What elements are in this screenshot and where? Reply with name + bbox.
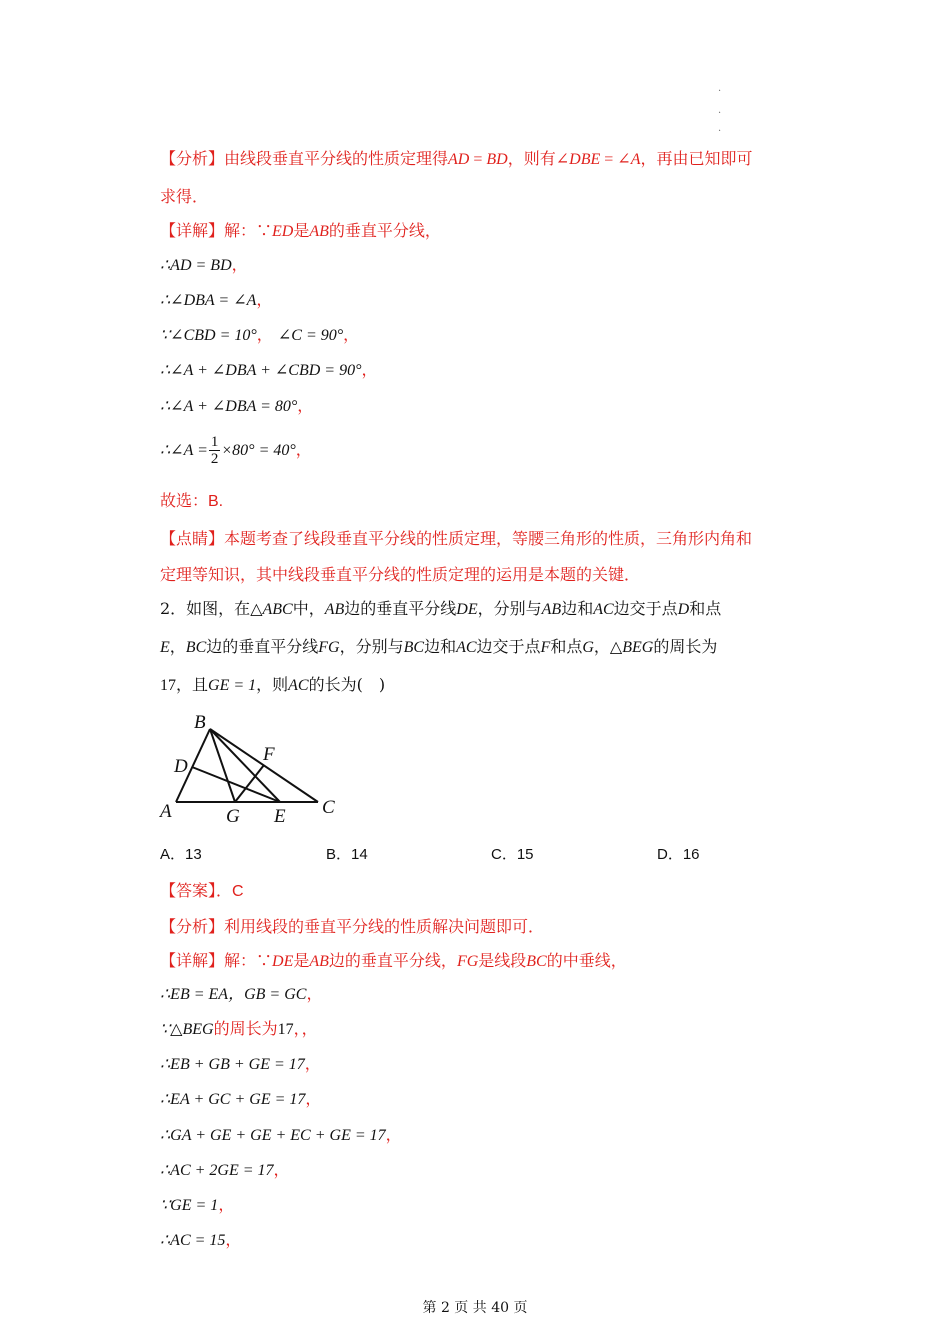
math: ∵∠CBD = 10°	[160, 327, 257, 344]
math: =	[469, 151, 487, 168]
option-a[interactable]: A．13	[160, 846, 202, 863]
detail-label: 【详解】	[160, 951, 225, 970]
detail-line	[160, 220, 441, 243]
text: ，	[225, 1230, 242, 1249]
math: FG	[456, 953, 479, 970]
math: ∴AC + 2GE = 17	[160, 1162, 274, 1179]
review-line-2: 定理等知识，其中线段垂直平分线的性质定理的运用是本题的关键．	[160, 565, 641, 584]
step	[160, 359, 378, 382]
math: ∴∠A =	[160, 442, 208, 459]
decor-dot: ·	[718, 86, 722, 97]
text: ，	[273, 1160, 290, 1179]
math: ∴∠DBA = ∠A	[160, 292, 257, 309]
step	[160, 324, 359, 347]
text: ，再由已知即可	[640, 149, 753, 168]
question-line-1	[160, 598, 721, 621]
math: ∴AC = 15	[160, 1232, 226, 1249]
text: ，则	[256, 675, 289, 694]
math: BC	[403, 639, 425, 656]
math: ∴AD = BD	[160, 257, 232, 274]
math: ∵△BEG	[160, 1021, 214, 1038]
text: ，分别与	[339, 637, 404, 656]
text: 边的垂直平分线，	[328, 951, 457, 970]
segment-be	[210, 729, 280, 802]
text: 解：∵	[224, 221, 273, 240]
text: 边的垂直平分线	[206, 637, 319, 656]
text: ，分别与	[477, 599, 542, 618]
math: F	[540, 639, 551, 656]
math: ∠A	[617, 151, 641, 168]
step	[160, 395, 313, 418]
answer-line	[160, 880, 244, 903]
math: △BEG	[609, 639, 654, 656]
math: ED	[272, 223, 294, 240]
text: ，	[256, 325, 273, 344]
label-d: D	[174, 756, 188, 777]
math: ∴EB + GB + GE = 17	[160, 1056, 305, 1073]
text: 的垂直平分线，	[328, 221, 441, 240]
review-label: 【点睛】	[160, 529, 225, 548]
text: 由线段垂直平分线的性质定理得	[224, 149, 449, 168]
label-g: G	[226, 806, 240, 827]
question-line-2	[160, 636, 717, 659]
denominator: 2	[210, 451, 219, 467]
math: ∠C = 90°	[277, 327, 344, 344]
option-b[interactable]: B．14	[326, 846, 368, 863]
text: 是	[293, 221, 310, 240]
step	[160, 1053, 321, 1076]
label-e: E	[274, 806, 286, 827]
math: ∴∠A + ∠DBA = 80°	[160, 398, 298, 415]
text: 边的垂直平分线	[344, 599, 457, 618]
text: 的周长为	[213, 1019, 278, 1038]
math: AD	[448, 151, 470, 168]
math: E	[160, 639, 170, 656]
decor-dot: ·	[718, 108, 722, 119]
step	[160, 1229, 241, 1252]
analysis-line: 【分析】由线段垂直平分线的性质定理得AD = BD，则有∠DBE = ∠A，再由已知即可	[160, 149, 753, 168]
math: BC	[185, 639, 207, 656]
text: ，	[306, 984, 323, 1003]
text: 边和	[561, 599, 594, 618]
step	[160, 983, 322, 1006]
math: ∴EB = EA，GB = GC	[160, 986, 307, 1003]
math: ∵GE = 1	[160, 1197, 219, 1214]
page-footer: 第 2 页 共 40 页	[422, 1300, 528, 1316]
decor-dot: ·	[718, 126, 722, 137]
math: AB	[309, 953, 329, 970]
label-b: B	[194, 712, 206, 733]
text: 和点	[689, 599, 722, 618]
math: ∠DBE	[555, 151, 601, 168]
text: 的中垂线，	[546, 951, 627, 970]
text: 中，	[292, 599, 325, 618]
math: 17	[160, 677, 176, 694]
math: AC	[456, 639, 477, 656]
step	[160, 1159, 290, 1182]
text: ，	[343, 325, 360, 344]
numerator: 1	[210, 434, 219, 450]
math: GE = 1	[208, 677, 257, 694]
text: 边交于点	[613, 599, 678, 618]
math: ∴GA + GE + GE + EC + GE = 17	[160, 1127, 386, 1144]
text: ，且	[176, 675, 209, 694]
math: AB	[541, 601, 562, 618]
text: 是	[293, 951, 310, 970]
label-c: C	[322, 797, 335, 818]
text: ，	[305, 1089, 322, 1108]
text: 利用线段的垂直平分线的性质解决问题即可．	[224, 917, 545, 936]
math: AC	[593, 601, 614, 618]
question-line-3	[160, 674, 385, 697]
option-c[interactable]: C．15	[491, 846, 534, 863]
math: BD	[486, 151, 508, 168]
math: BC	[526, 953, 547, 970]
math: ∴∠A + ∠DBA + ∠CBD = 90°	[160, 362, 362, 379]
text: 边交于点	[476, 637, 541, 656]
review-line	[160, 528, 752, 550]
math: AC	[288, 677, 309, 694]
math: DE	[456, 601, 478, 618]
text: ，	[304, 1054, 321, 1073]
step	[160, 1124, 402, 1147]
text: ，	[593, 637, 610, 656]
math: ×80° = 40°	[221, 442, 296, 459]
answer-label: 【答案】	[160, 881, 217, 900]
math: △ABC	[250, 601, 293, 618]
text: ，	[295, 440, 312, 459]
text: 2．如图，在	[160, 599, 251, 618]
segment-bg	[210, 729, 235, 802]
math: AB	[309, 223, 329, 240]
text: ，	[169, 637, 186, 656]
step	[160, 1088, 321, 1111]
text: ，，	[293, 1019, 318, 1038]
step	[160, 289, 272, 312]
detail-label: 【详解】	[160, 221, 225, 240]
text: 本题考查了线段垂直平分线的性质定理，等腰三角形的性质，三角形内角和	[224, 529, 753, 548]
math: DE	[272, 953, 294, 970]
text: ，	[361, 360, 378, 379]
step	[160, 1018, 318, 1041]
text: ，则有	[507, 149, 556, 168]
text: 是线段	[478, 951, 527, 970]
analysis-line	[160, 916, 544, 938]
text: ，	[256, 290, 273, 309]
answer-value: ．C	[216, 883, 244, 900]
analysis-label: 【分析】	[160, 149, 225, 168]
text: 的周长为	[653, 637, 718, 656]
detail-line	[160, 950, 627, 973]
math: AB	[324, 601, 345, 618]
triangle-figure	[150, 705, 350, 830]
math: 17	[277, 1021, 294, 1038]
step	[160, 1194, 234, 1217]
math: FG	[318, 639, 340, 656]
text: ，	[231, 255, 248, 274]
text: ，	[218, 1195, 235, 1214]
math: D	[677, 601, 690, 618]
math: G	[582, 639, 594, 656]
analysis-line-2: 求得．	[160, 187, 209, 206]
answer-line: 故选：B.	[160, 493, 224, 510]
label-a: A	[160, 801, 172, 822]
text: 解：∵	[224, 951, 273, 970]
text: ，	[385, 1125, 402, 1144]
segment-de	[192, 767, 280, 802]
math: ∴EA + GC + GE = 17	[160, 1091, 306, 1108]
fraction	[209, 434, 221, 467]
text: 的长为( )	[308, 675, 386, 694]
step	[160, 432, 312, 469]
text: ，	[297, 396, 314, 415]
option-d[interactable]: D．16	[657, 846, 700, 863]
text: 边和	[424, 637, 457, 656]
text: 和点	[550, 637, 583, 656]
step	[160, 254, 248, 277]
analysis-label: 【分析】	[160, 917, 225, 936]
label-f: F	[263, 744, 275, 765]
